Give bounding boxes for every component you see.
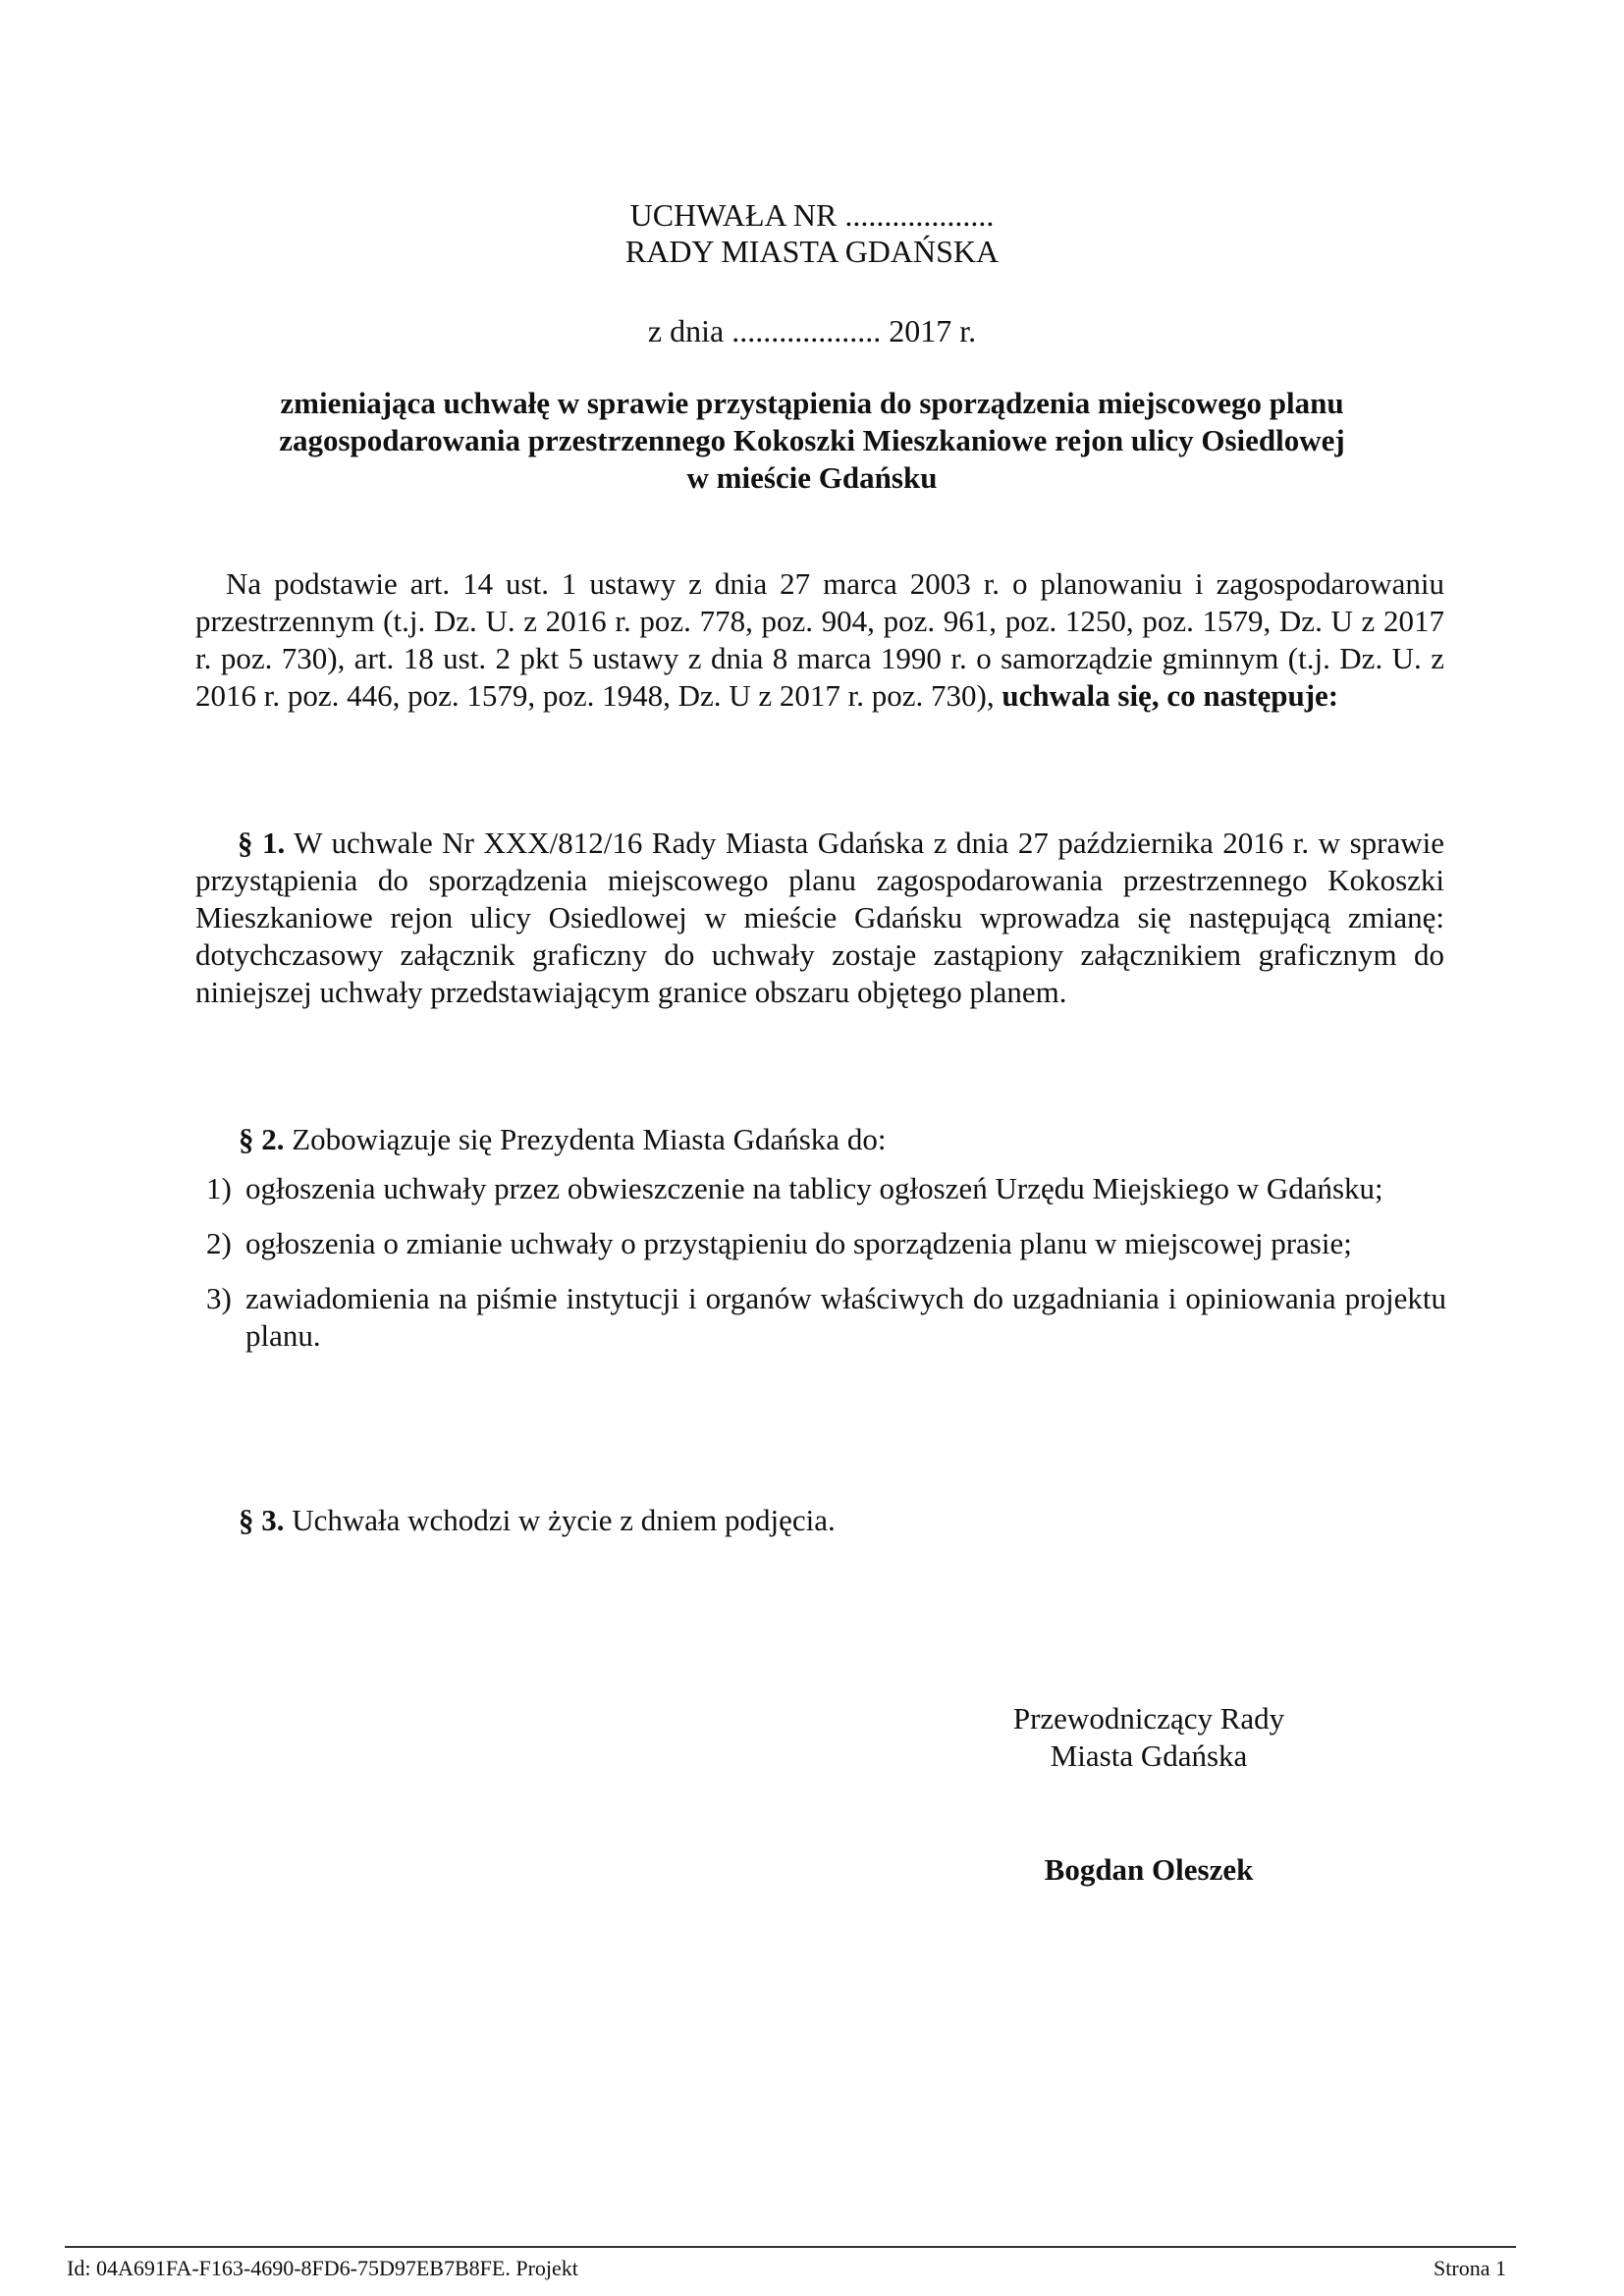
subject-line-3: w mieście Gdańsku — [686, 460, 938, 495]
list-item — [206, 1170, 1446, 1207]
council-name: RADY MIASTA GDAŃSKA — [624, 234, 1000, 269]
section-3-text: Uchwała wchodzi w życie z dniem podjęcia. — [292, 1503, 836, 1537]
legal-basis-bold-tail: uchwala się, co następuje: — [1001, 678, 1339, 713]
document-id: Id: 04A691FA-F163-4690-8FD6-75D97EB7B8FE. Projekt — [67, 2256, 578, 2280]
signature-role-line-1: Przewodniczący Rady — [1012, 1701, 1285, 1735]
section-3 — [239, 1502, 1446, 1539]
section-1 — [195, 825, 1444, 1011]
page-number: Strona 1 — [1434, 2256, 1506, 2280]
list-item-text: zawiadomienia na piśmie instytucji i organów właściwych do uzgadniania i opiniowania projektu planu. — [245, 1281, 1446, 1353]
section-1-mark: § 1. — [238, 826, 286, 860]
list-item-text: ogłoszenia uchwały przez obwieszczenie na tablicy ogłoszeń Urzędu Miejskiego w Gdańsku; — [245, 1171, 1383, 1205]
legal-basis-text: Na podstawie art. 14 ust. 1 ustawy z dnia 27 marca 2003 r. o planowaniu i zagospodarowaniu przestrzennym (t.j. Dz. U. z 2016 r. poz. 778, poz. 904, poz. 961, poz. 1250, poz. 1579, Dz. U z 2017 r. poz. 730), art. 18 ust. 2 pkt 5 ustawy z dnia 8 marca 1990 r. o samorządzie gminnym (t.j. Dz. U. z 2016 r. poz. 446, poz. 1579, poz. 1948, Dz. U z 2017 r. poz. 730), — [195, 566, 1444, 713]
signature-role-line-2: Miasta Gdańska — [1050, 1738, 1248, 1773]
section-1-text: W uchwale Nr XXX/812/16 Rady Miasta Gdańska z dnia 27 października 2016 r. w sprawie przystąpienia do sporządzenia miejscowego planu zagospodarowania przestrzennego Kokoszki Mieszkaniowe rejon ulicy Osiedlowej w mieście Gdańsku wprowadza się następującą zmianę: dotychczasowy załącznik graficzny do uchwały zostaje zastąpiony załącznikiem graficznym do niniejszej uchwały przedstawiającym granice obszaru objętego planem. — [195, 826, 1444, 1009]
legal-basis-paragraph — [195, 565, 1444, 715]
resolution-subject — [196, 385, 1428, 497]
signatory-name: Bogdan Oleszek — [1044, 1852, 1254, 1887]
resolution-date: z dnia ................... 2017 r. — [647, 313, 977, 348]
section-2-mark: § 2. — [239, 1122, 285, 1156]
list-item-number: 2) — [206, 1226, 232, 1260]
section-2-list — [206, 1170, 1446, 1372]
section-2-text: Zobowiązuje się Prezydenta Miasta Gdańska do: — [292, 1122, 887, 1156]
list-item-number: 1) — [206, 1171, 232, 1205]
subject-line-1: zmieniająca uchwałę w sprawie przystąpienia do sporządzenia miejscowego planu — [280, 386, 1344, 420]
section-3-mark: § 3. — [239, 1503, 285, 1537]
list-item — [206, 1225, 1446, 1262]
subject-line-2: zagospodarowania przestrzennego Kokoszki Mieszkaniowe rejon ulicy Osiedlowej — [279, 423, 1345, 457]
footer-divider — [65, 2246, 1516, 2248]
list-item-text: ogłoszenia o zmianie uchwały o przystąpieniu do sporządzenia planu w miejscowej prasie; — [245, 1226, 1352, 1260]
resolution-number: UCHWAŁA NR ................... — [629, 197, 995, 233]
section-2 — [239, 1121, 1446, 1158]
list-item-number: 3) — [206, 1281, 232, 1315]
list-item — [206, 1280, 1446, 1355]
